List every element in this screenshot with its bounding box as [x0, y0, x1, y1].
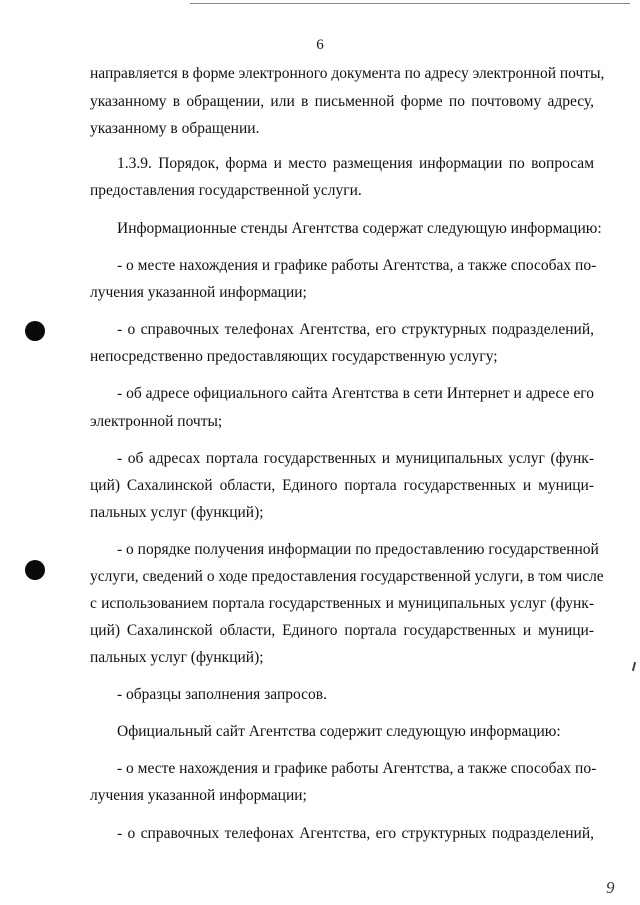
list-item-line: электронной почты;	[90, 413, 223, 430]
list-item-line: - образцы заполнения запросов.	[117, 686, 327, 703]
text-line: указанному в обращении, или в письменной форме по почтовому адресу,	[90, 93, 594, 110]
top-border-line	[190, 3, 630, 4]
list-item-line: непосредственно предоставляющих государственную услугу;	[90, 348, 498, 365]
list-item-line: - о справочных телефонах Агентства, его структурных подразделений,	[117, 321, 594, 338]
text-line: Официальный сайт Агентства содержит следующую информацию:	[117, 723, 561, 740]
list-item-line: - об адресе официального сайта Агентства в сети Интернет и адресе его	[117, 385, 594, 402]
section-heading-line: предоставления государственной услуги.	[90, 182, 362, 199]
list-item-line: - о месте нахождения и графике работы Агентства, а также способах по-	[117, 257, 597, 274]
list-item-line: с использованием портала государственных и муниципальных услуг (функ-	[90, 595, 594, 612]
text-line: указанному в обращении.	[90, 120, 260, 137]
list-item-line: пальных услуг (функций);	[90, 504, 264, 521]
list-item-line: - о справочных телефонах Агентства, его структурных подразделений,	[117, 825, 594, 842]
section-heading-line: 1.3.9. Порядок, форма и место размещения информации по вопросам	[117, 155, 594, 172]
list-item-line: ций) Сахалинской области, Единого портала государственных и муници-	[90, 622, 594, 639]
margin-tick-mark	[632, 662, 636, 671]
list-item-line: - о порядке получения информации по предоставлению государственной	[117, 541, 599, 558]
punch-hole-mark	[25, 321, 45, 341]
text-line: направляется в форме электронного документа по адресу электронной почты,	[90, 65, 605, 82]
list-item-line: ций) Сахалинской области, Единого портала государственных и муници-	[90, 477, 594, 494]
list-item-line: - о месте нахождения и графике работы Агентства, а также способах по-	[117, 760, 597, 777]
list-item-line: пальных услуг (функций);	[90, 649, 264, 666]
list-item-line: лучения указанной информации;	[90, 787, 307, 804]
page-number: 6	[316, 37, 324, 53]
list-item-line: услуги, сведений о ходе предоставления государственной услуги, в том числе	[90, 568, 604, 585]
punch-hole-mark	[25, 560, 45, 580]
text-line: Информационные стенды Агентства содержат следующую информацию:	[117, 220, 602, 237]
handwritten-page-number: 9	[606, 878, 615, 897]
list-item-line: лучения указанной информации;	[90, 284, 307, 301]
list-item-line: - об адресах портала государственных и муниципальных услуг (функ-	[117, 450, 594, 467]
